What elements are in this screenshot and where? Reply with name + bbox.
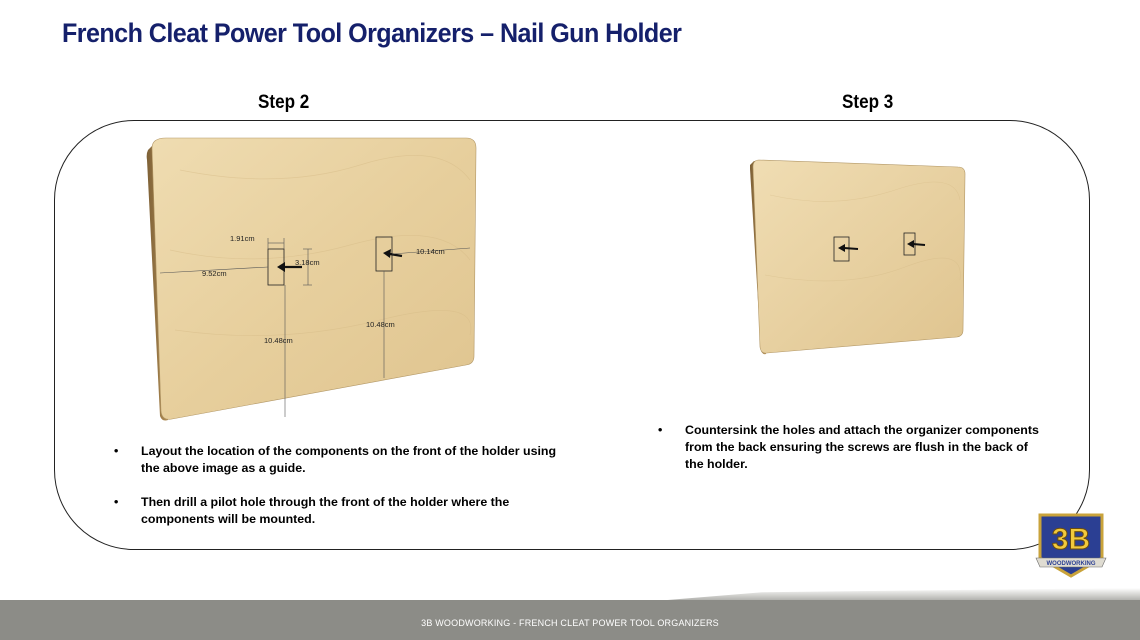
step3-bullet-1: Countersink the holes and attach the organizer components from the back ensuring the screws are flush in the back of the holder. — [685, 423, 1039, 471]
dim-bottom-right: 10.48cm — [366, 320, 395, 329]
step2-bullets — [114, 443, 559, 545]
step2-bullet-2: Then drill a pilot hole through the front of the holder where the components will be mounted. — [141, 495, 510, 526]
list-item — [114, 494, 559, 528]
3b-woodworking-logo — [1034, 512, 1108, 578]
step2-board-diagram — [140, 130, 490, 430]
step3-board-diagram — [745, 155, 973, 360]
step2-bullet-1: Layout the location of the components on the front of the holder using the above image as a guide. — [141, 444, 557, 475]
step3-bullets — [658, 422, 1043, 490]
list-item — [658, 422, 1043, 473]
dim-left-offset: 9.52cm — [202, 269, 227, 278]
dim-right-offset: 10.14cm — [416, 247, 445, 256]
logo-subtext: WOODWORKING — [1046, 561, 1096, 567]
dim-bottom-left: 10.48cm — [264, 336, 293, 345]
board-face — [753, 160, 965, 353]
bullet-icon: • — [114, 495, 119, 509]
step2-label: Step 2 — [258, 92, 310, 113]
slide-title: French Cleat Power Tool Organizers – Nail Gun Holder — [62, 18, 682, 48]
dim-slot-height: 3.18cm — [295, 258, 320, 267]
step3-label: Step 3 — [842, 92, 894, 113]
logo-text: 3B — [1051, 523, 1091, 556]
bullet-icon: • — [658, 423, 663, 437]
footer-text: 3B WOODWORKING - FRENCH CLEAT POWER TOOL ORGANIZERS — [421, 618, 719, 628]
list-item — [114, 443, 559, 477]
board-face — [152, 138, 476, 419]
dim-slot-width: 1.91cm — [230, 234, 255, 243]
bullet-icon: • — [114, 444, 119, 458]
